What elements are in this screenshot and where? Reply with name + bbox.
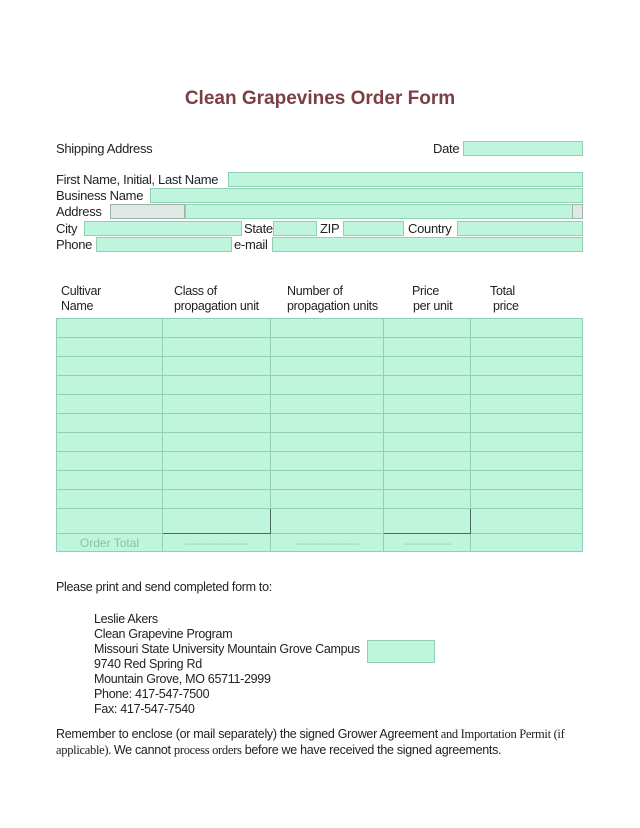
cell-total[interactable] [471, 471, 583, 490]
order-total-label: Order Total [57, 534, 163, 552]
phone-field[interactable] [96, 237, 232, 252]
cell-number[interactable] [271, 395, 384, 414]
cell-number[interactable] [271, 414, 384, 433]
order-total-dashes-price: --------------- [384, 534, 471, 552]
cell-number[interactable] [271, 433, 384, 452]
cell-class[interactable] [163, 338, 271, 357]
header-number: Number of propagation units [287, 284, 378, 313]
address-line: Clean Grapevine Program [94, 627, 233, 641]
cell-cultivar[interactable] [57, 338, 163, 357]
address-line: 9740 Red Spring Rd [94, 657, 202, 671]
cell-cultivar[interactable] [57, 395, 163, 414]
cell-class[interactable] [163, 509, 271, 534]
name-label: First Name, Initial, Last Name [56, 172, 219, 187]
state-field[interactable] [273, 221, 317, 236]
zip-label: ZIP [320, 221, 340, 236]
enclosure-note: Remember to enclose (or mail separately) the signed Grower Agreement and Importation Permit (if applicable). We cannot process orders before we have received the signed agreements. [56, 727, 565, 757]
mailing-address [94, 612, 360, 717]
cell-total[interactable] [471, 509, 583, 534]
header-total: Total price [490, 284, 519, 313]
order-total-dashes-number: -------------------- [271, 534, 384, 552]
table-row [57, 471, 583, 490]
address-line: Phone: 417-547-7500 [94, 687, 210, 701]
cell-cultivar[interactable] [57, 471, 163, 490]
table-row [57, 414, 583, 433]
cell-class[interactable] [163, 414, 271, 433]
business-name-label: Business Name [56, 188, 144, 203]
cell-class[interactable] [163, 471, 271, 490]
order-total-field[interactable] [471, 534, 583, 552]
table-row [57, 376, 583, 395]
table-row [57, 509, 583, 534]
page-title: Clean Grapevines Order Form [184, 88, 456, 109]
cell-total[interactable] [471, 414, 583, 433]
cell-cultivar[interactable] [57, 357, 163, 376]
header-price: Price per unit [412, 284, 453, 313]
cell-class[interactable] [163, 376, 271, 395]
cell-price[interactable] [384, 490, 471, 509]
zip-field[interactable] [343, 221, 404, 236]
table-row [57, 452, 583, 471]
cell-price[interactable] [384, 509, 471, 534]
cell-class[interactable] [163, 319, 271, 338]
cell-cultivar[interactable] [57, 319, 163, 338]
city-field[interactable] [84, 221, 242, 236]
cell-number[interactable] [271, 376, 384, 395]
order-total-dashes-class: -------------------- [163, 534, 271, 552]
cell-total[interactable] [471, 319, 583, 338]
table-row [57, 433, 583, 452]
state-label: State [244, 221, 273, 236]
email-label: e-mail [234, 237, 268, 252]
email-field[interactable] [272, 237, 583, 252]
header-class: Class of propagation unit [174, 284, 259, 313]
business-name-field[interactable] [150, 188, 583, 203]
cell-cultivar[interactable] [57, 433, 163, 452]
cell-total[interactable] [471, 357, 583, 376]
cell-class[interactable] [163, 433, 271, 452]
cell-total[interactable] [471, 395, 583, 414]
address-field[interactable] [185, 204, 573, 219]
table-row [57, 490, 583, 509]
address-line: Missouri State University Mountain Grove Campus [94, 642, 360, 656]
table-row [57, 357, 583, 376]
address-line: Fax: 417-547-7540 [94, 702, 195, 716]
table-row [57, 395, 583, 414]
cell-number[interactable] [271, 471, 384, 490]
cell-price[interactable] [384, 357, 471, 376]
city-label: City [56, 221, 78, 236]
order-total-row [57, 534, 583, 552]
cell-number[interactable] [271, 490, 384, 509]
cell-number[interactable] [271, 452, 384, 471]
cell-number[interactable] [271, 357, 384, 376]
cell-cultivar[interactable] [57, 414, 163, 433]
send-to-instruction: Please print and send completed form to: [56, 580, 272, 594]
cell-price[interactable] [384, 471, 471, 490]
header-cultivar-name: Cultivar Name [61, 284, 101, 313]
date-label: Date [433, 141, 460, 156]
office-use-field[interactable] [367, 640, 435, 663]
cell-price[interactable] [384, 433, 471, 452]
date-field[interactable] [463, 141, 583, 156]
cell-class[interactable] [163, 395, 271, 414]
name-field[interactable] [228, 172, 583, 187]
cell-cultivar[interactable] [57, 376, 163, 395]
address-label: Address [56, 204, 102, 219]
cell-price[interactable] [384, 376, 471, 395]
address-line: Mountain Grove, MO 65711-2999 [94, 672, 271, 686]
cell-total[interactable] [471, 452, 583, 471]
cell-price[interactable] [384, 338, 471, 357]
cell-class[interactable] [163, 452, 271, 471]
address-field-end[interactable] [572, 204, 583, 219]
cell-total[interactable] [471, 490, 583, 509]
cell-price[interactable] [384, 452, 471, 471]
address-field-start[interactable] [110, 204, 185, 219]
cell-number[interactable] [271, 338, 384, 357]
cell-total[interactable] [471, 338, 583, 357]
address-line: Leslie Akers [94, 612, 158, 626]
cell-number[interactable] [271, 509, 384, 534]
table-row [57, 319, 583, 338]
phone-label: Phone [56, 237, 93, 252]
cell-price[interactable] [384, 319, 471, 338]
order-table [56, 318, 583, 552]
cell-total[interactable] [471, 433, 583, 452]
cell-price[interactable] [384, 414, 471, 433]
cell-number[interactable] [271, 319, 384, 338]
country-field[interactable] [457, 221, 583, 236]
cell-cultivar[interactable] [57, 509, 163, 534]
table-row [57, 338, 583, 357]
cell-class[interactable] [163, 357, 271, 376]
cell-cultivar[interactable] [57, 452, 163, 471]
country-label: Country [408, 221, 452, 236]
cell-total[interactable] [471, 376, 583, 395]
shipping-address-label: Shipping Address [56, 141, 153, 156]
cell-cultivar[interactable] [57, 490, 163, 509]
cell-price[interactable] [384, 395, 471, 414]
cell-class[interactable] [163, 490, 271, 509]
